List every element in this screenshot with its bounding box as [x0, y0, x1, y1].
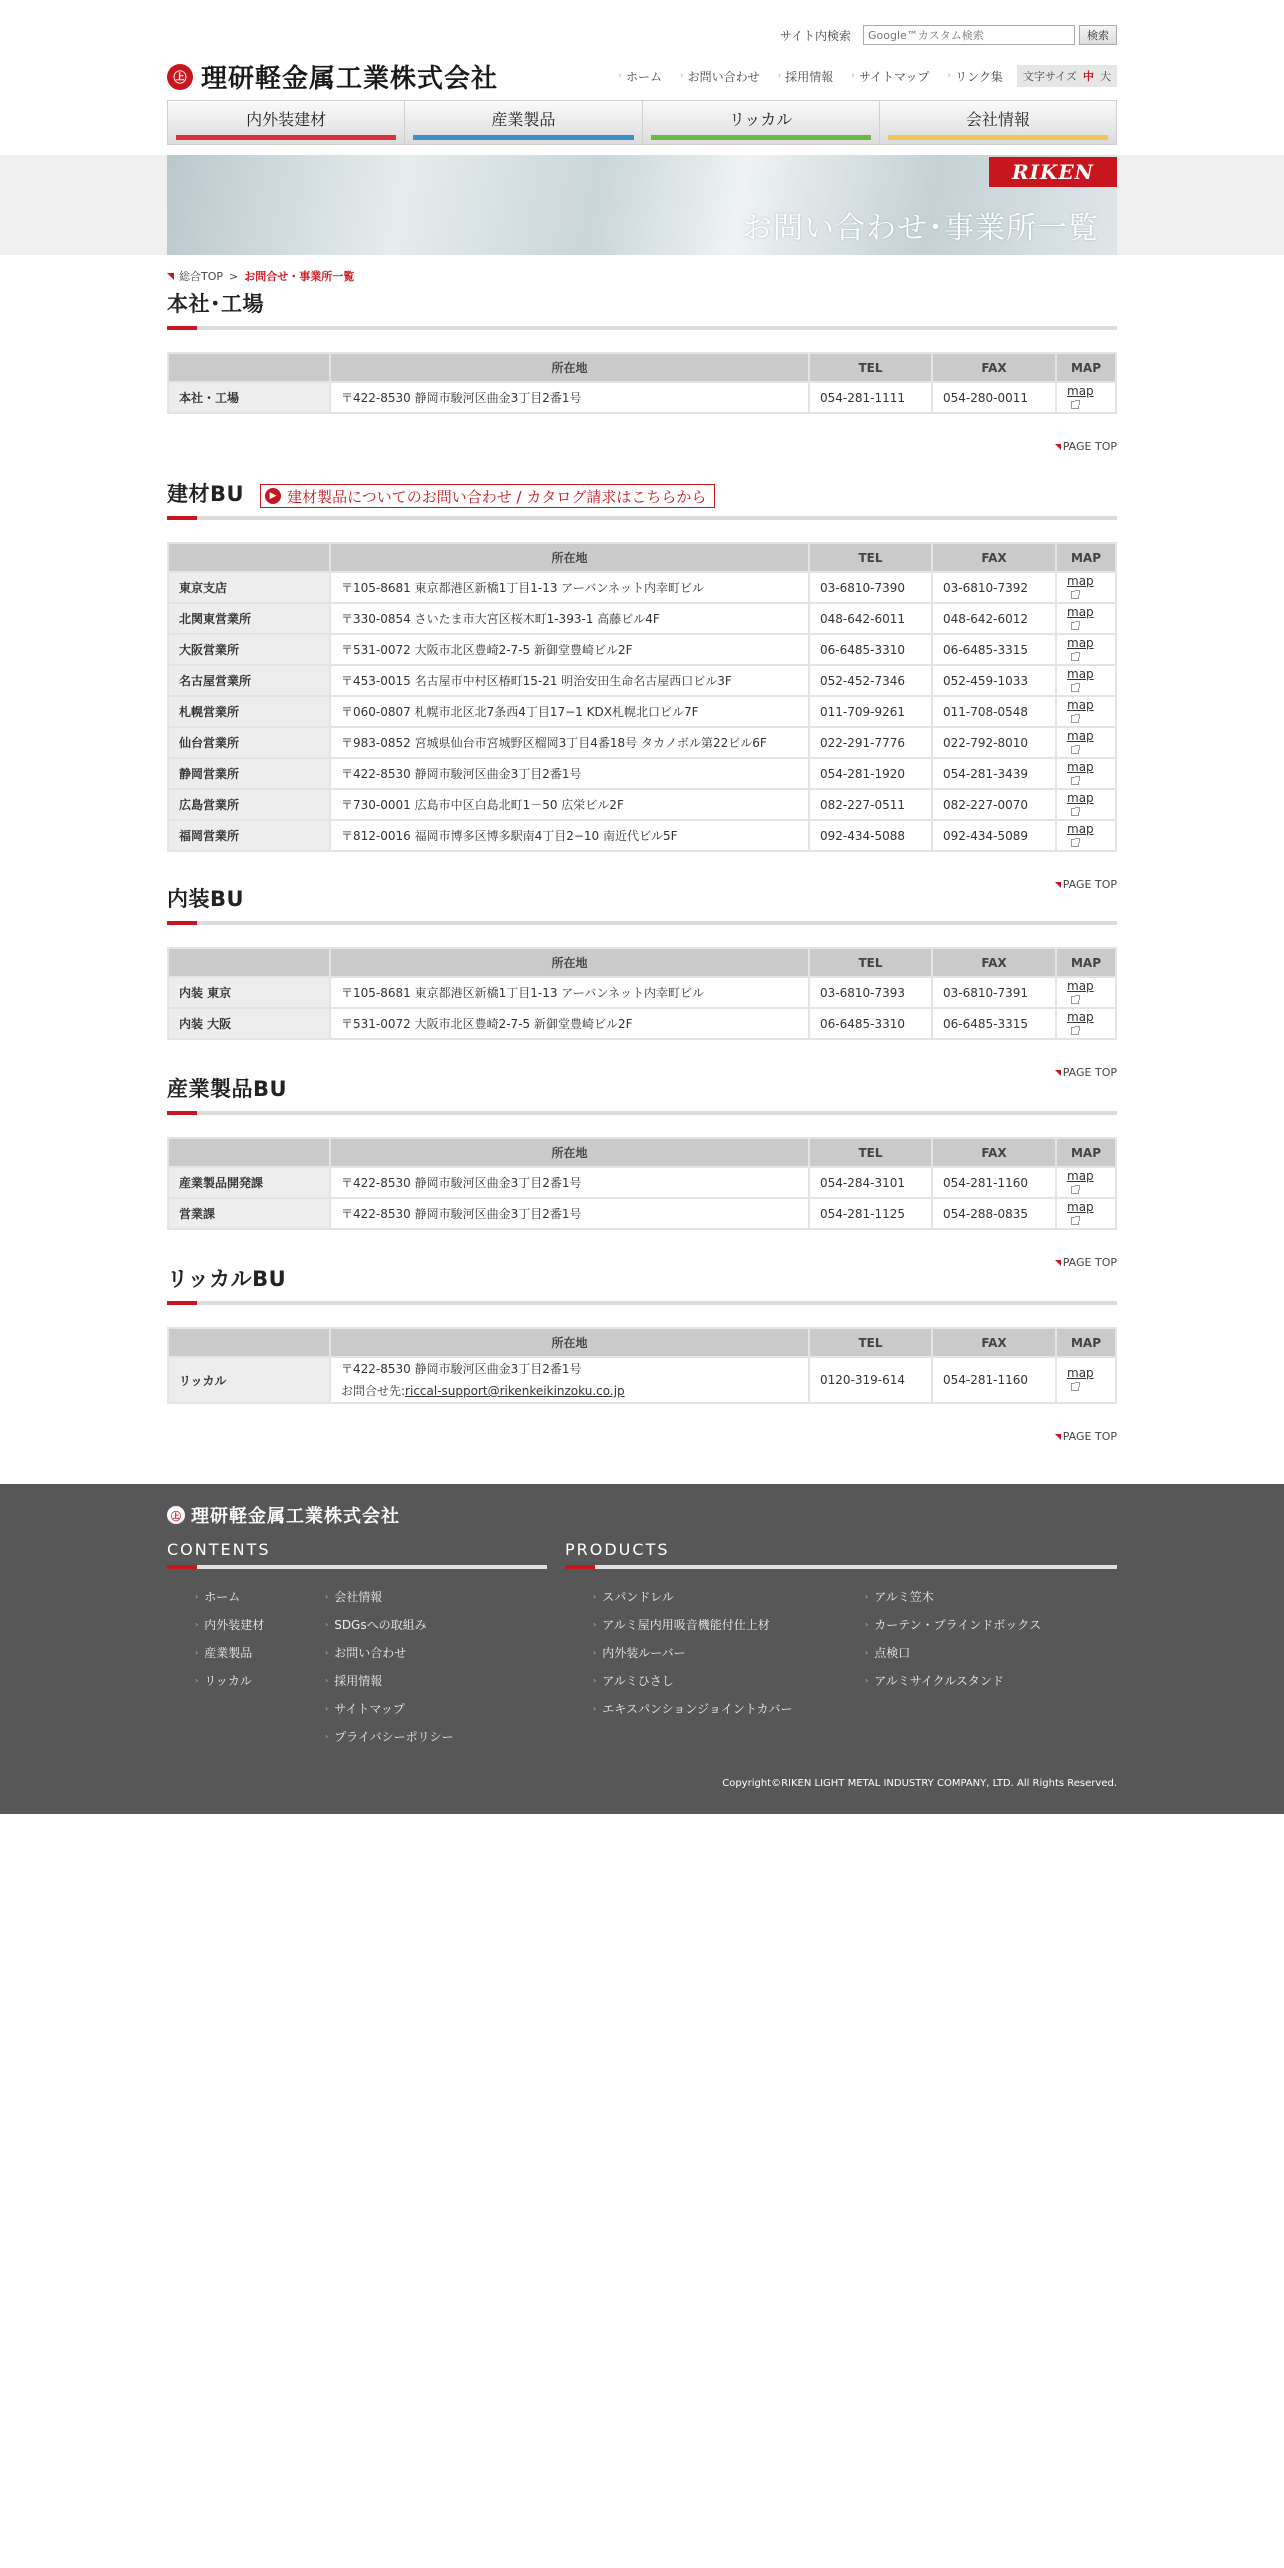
table-row	[168, 572, 1116, 603]
office-fax: 06-6485-3315	[932, 634, 1056, 665]
arrow-icon: ›	[325, 1703, 329, 1713]
external-link-icon	[1071, 1383, 1079, 1391]
map-cell	[1056, 1008, 1116, 1039]
search-input[interactable]	[863, 25, 1075, 45]
map-link[interactable]: map	[1067, 1168, 1094, 1183]
page-top-link[interactable]: PAGE TOP	[167, 1066, 1117, 1079]
section-rule	[167, 1301, 1117, 1305]
footer-products-list-1	[593, 1582, 793, 1722]
table-row	[168, 1198, 1116, 1229]
arrow-icon: ›	[865, 1619, 869, 1629]
office-table	[167, 1137, 1117, 1230]
footer-link[interactable]: › スパンドレル	[593, 1589, 674, 1604]
table-header-row	[168, 1328, 1116, 1357]
global-nav	[167, 100, 1117, 145]
col-header-tel: TEL	[809, 353, 932, 382]
col-header-name	[168, 353, 330, 382]
map-link[interactable]: map	[1067, 1199, 1094, 1214]
office-tel: 092-434-5088	[809, 820, 932, 851]
section-kenzai-bu	[167, 480, 1117, 891]
map-link[interactable]: map	[1067, 604, 1094, 619]
section-naisou-bu	[167, 885, 1117, 1079]
footer-link[interactable]: › お問い合わせ	[325, 1645, 407, 1660]
office-fax: 054-281-3439	[932, 758, 1056, 789]
table-row	[168, 1008, 1116, 1039]
site-footer	[0, 1484, 1284, 1814]
table-row	[168, 977, 1116, 1008]
footer-link[interactable]: › 採用情報	[325, 1673, 383, 1688]
font-size-large-button[interactable]: 大	[1100, 70, 1111, 83]
external-link-icon	[1071, 1027, 1079, 1035]
office-name: 東京支店	[168, 572, 330, 603]
external-link-icon	[1071, 996, 1079, 1004]
office-address: 〒983-0852 宮城県仙台市宮城野区榴岡3丁目4番18号 タカノボル第22ビル6F	[330, 727, 809, 758]
page-top-link[interactable]: PAGE TOP	[167, 878, 1117, 891]
footer-products-title: PRODUCTS	[565, 1540, 670, 1559]
office-address: 〒060-0807 札幌市北区北7条西4丁目17−1 KDX札幌北口ビル7F	[330, 696, 809, 727]
footer-link[interactable]: › エキスパンションジョイントカバー	[593, 1701, 793, 1716]
office-address: 〒422-8530 静岡市駿河区曲金3丁目2番1号	[330, 758, 809, 789]
footer-link[interactable]: › プライバシーポリシー	[325, 1729, 454, 1744]
arrow-icon: ›	[593, 1703, 597, 1713]
section-heading	[167, 480, 1117, 520]
office-name: リッカル	[168, 1357, 330, 1403]
arrow-icon: ›	[325, 1731, 329, 1741]
office-address: 〒730-0001 広島市中区白島北町1－50 広栄ビル2F	[330, 789, 809, 820]
map-cell	[1056, 977, 1116, 1008]
play-arrow-icon: ▶	[265, 488, 281, 504]
external-link-icon	[1071, 591, 1079, 599]
site-search	[780, 25, 1117, 45]
office-tel: 03-6810-7393	[809, 977, 932, 1008]
search-button[interactable]: 検索	[1079, 25, 1117, 45]
office-name: 静岡営業所	[168, 758, 330, 789]
map-link[interactable]: map	[1067, 978, 1094, 993]
arrow-icon: ›	[195, 1619, 199, 1629]
gnav-item-company[interactable]: 会社情報	[880, 101, 1116, 144]
office-tel: 06-6485-3310	[809, 634, 932, 665]
office-fax: 06-6485-3315	[932, 1008, 1056, 1039]
col-header-fax: FAX	[932, 1138, 1056, 1167]
col-header-address: 所在地	[330, 543, 809, 572]
footer-link[interactable]: › アルミ屋内用吸音機能付仕上材	[593, 1617, 770, 1632]
external-link-icon	[1071, 746, 1079, 754]
footer-link[interactable]: › 内外装建材	[195, 1617, 265, 1632]
footer-link[interactable]: › 点検口	[865, 1645, 911, 1660]
copyright: Copyright©RIKEN LIGHT METAL INDUSTRY COMPANY, LTD. All Rights Reserved.	[722, 1778, 1117, 1789]
section-heading	[167, 290, 1117, 330]
office-tel: 052-452-7346	[809, 665, 932, 696]
map-link[interactable]: map	[1067, 1366, 1094, 1380]
office-tel: 06-6485-3310	[809, 1008, 932, 1039]
page-top-marker-icon	[1055, 1434, 1061, 1440]
external-link-icon	[1071, 808, 1079, 816]
utility-nav	[600, 65, 1117, 87]
arrow-icon: ›	[325, 1619, 329, 1629]
office-tel: 054-281-1920	[809, 758, 932, 789]
arrow-icon: ›	[195, 1647, 199, 1657]
util-link-links[interactable]: › リンク集	[947, 69, 1003, 84]
col-header-address: 所在地	[330, 948, 809, 977]
contact-label: お問合せ先:	[341, 1384, 406, 1398]
arrow-icon: ›	[593, 1591, 597, 1601]
col-header-fax: FAX	[932, 543, 1056, 572]
table-header-row	[168, 948, 1116, 977]
arrow-icon: ›	[325, 1675, 329, 1685]
table-row	[168, 1167, 1116, 1198]
table-header-row	[168, 353, 1116, 382]
map-cell	[1056, 1198, 1116, 1229]
external-link-icon	[1071, 684, 1079, 692]
external-link-icon	[1071, 1217, 1079, 1225]
map-link[interactable]: map	[1067, 759, 1094, 774]
footer-link[interactable]: › アルミひさし	[593, 1673, 674, 1688]
footer-link[interactable]: › アルミサイクルスタンド	[865, 1673, 1004, 1688]
arrow-icon: ›	[593, 1647, 597, 1657]
table-row	[168, 382, 1116, 413]
map-link[interactable]: map	[1067, 821, 1094, 836]
col-header-name	[168, 1138, 330, 1167]
col-header-tel: TEL	[809, 1138, 932, 1167]
external-link-icon	[1071, 622, 1079, 630]
col-header-map: MAP	[1056, 543, 1116, 572]
office-address: 〒453-0015 名古屋市中村区椿町15-21 明治安田生命名古屋西口ビル3F	[330, 665, 809, 696]
office-name: 内装 大阪	[168, 1008, 330, 1039]
arrow-icon: ›	[865, 1591, 869, 1601]
col-header-map: MAP	[1056, 353, 1116, 382]
office-address: 〒330-0854 さいたま市大宮区桜木町1-393-1 高藤ビル4F	[330, 603, 809, 634]
office-fax: 022-792-8010	[932, 727, 1056, 758]
office-fax: 03-6810-7391	[932, 977, 1056, 1008]
footer-company-name: 理研軽金属工業株式会社	[191, 1506, 400, 1527]
section-title: 建材BU	[167, 482, 245, 506]
section-head-office	[167, 290, 1117, 453]
arrow-icon: ›	[865, 1647, 869, 1657]
footer-link[interactable]: › アルミ笠木	[865, 1589, 934, 1604]
col-header-name	[168, 1328, 330, 1357]
office-name: 名古屋営業所	[168, 665, 330, 696]
site-header	[167, 0, 1117, 155]
logo-mark-icon: ㊤	[167, 1506, 185, 1524]
map-cell	[1056, 820, 1116, 851]
office-fax: 052-459-1033	[932, 665, 1056, 696]
contact-line	[341, 1380, 798, 1402]
external-link-icon	[1071, 715, 1079, 723]
table-row	[168, 1357, 1116, 1403]
footer-contents-list-1	[195, 1582, 264, 1694]
section-rule	[167, 921, 1117, 925]
office-fax: 011-708-0548	[932, 696, 1056, 727]
breadcrumb	[167, 268, 354, 284]
office-name: 営業課	[168, 1198, 330, 1229]
footer-section-rule	[565, 1565, 1117, 1569]
col-header-address: 所在地	[330, 1138, 809, 1167]
footer-contents-column	[167, 1540, 547, 1569]
map-link[interactable]: map	[1067, 1009, 1094, 1024]
office-tel: 048-642-6011	[809, 603, 932, 634]
table-row	[168, 665, 1116, 696]
office-name: 広島営業所	[168, 789, 330, 820]
footer-inner	[167, 1484, 1117, 1814]
table-row	[168, 758, 1116, 789]
section-title: 産業製品BU	[167, 1077, 288, 1101]
logo-mark-icon: ㊤	[167, 64, 193, 90]
font-size-medium-button[interactable]: 中	[1083, 70, 1094, 83]
gnav-color-bar	[176, 135, 396, 140]
col-header-name	[168, 948, 330, 977]
office-tel: 011-709-9261	[809, 696, 932, 727]
table-row	[168, 820, 1116, 851]
footer-contents-list-2	[325, 1582, 454, 1750]
hero-banner	[167, 155, 1117, 255]
office-address: 〒531-0072 大阪市北区豊崎2-7-5 新御堂豊崎ビル2F	[330, 1008, 809, 1039]
table-row	[168, 789, 1116, 820]
external-link-icon	[1071, 401, 1079, 409]
office-address: 〒422-8530 静岡市駿河区曲金3丁目2番1号	[330, 1198, 809, 1229]
section-rule	[167, 1111, 1117, 1115]
office-name: 産業製品開発課	[168, 1167, 330, 1198]
footer-link[interactable]: › ホーム	[195, 1589, 241, 1604]
arrow-icon: ›	[195, 1675, 199, 1685]
map-link[interactable]: map	[1067, 383, 1094, 398]
footer-link[interactable]: › 産業製品	[195, 1645, 253, 1660]
col-header-tel: TEL	[809, 543, 932, 572]
map-cell	[1056, 665, 1116, 696]
office-tel: 0120-319-614	[809, 1357, 932, 1403]
riken-badge: RIKEN	[989, 157, 1117, 187]
gnav-item-building-materials[interactable]: 内外装建材	[168, 101, 405, 144]
office-name: 大阪営業所	[168, 634, 330, 665]
footer-link[interactable]: › リッカル	[195, 1673, 252, 1688]
external-link-icon	[1071, 839, 1079, 847]
gnav-item-riccal[interactable]: リッカル	[643, 101, 880, 144]
page-top-marker-icon	[1055, 444, 1061, 450]
breadcrumb-home-link[interactable]: 総合TOP	[179, 270, 224, 283]
office-tel: 054-284-3101	[809, 1167, 932, 1198]
col-header-name	[168, 543, 330, 572]
office-name: 北関東営業所	[168, 603, 330, 634]
map-cell	[1056, 1167, 1116, 1198]
section-sangyo-bu	[167, 1075, 1117, 1269]
font-size-label: 文字サイズ	[1022, 70, 1077, 83]
table-header-row	[168, 1138, 1116, 1167]
map-cell	[1056, 382, 1116, 413]
util-link-recruit[interactable]: › 採用情報	[777, 69, 834, 84]
office-name: 内装 東京	[168, 977, 330, 1008]
office-address: 〒105-8681 東京都港区新橋1丁目1-13 アーバンネット内幸町ビル	[330, 977, 809, 1008]
gnav-color-bar	[888, 135, 1108, 140]
external-link-icon	[1071, 653, 1079, 661]
office-tel: 03-6810-7390	[809, 572, 932, 603]
table-header-row	[168, 543, 1116, 572]
footer-products-list-2	[865, 1582, 1041, 1694]
section-title: 内装BU	[167, 887, 245, 911]
map-link[interactable]: map	[1067, 573, 1094, 588]
footer-section-rule	[167, 1565, 547, 1569]
arrow-icon: ›	[851, 71, 855, 81]
map-link[interactable]: map	[1067, 728, 1094, 743]
office-fax: 054-280-0011	[932, 382, 1056, 413]
office-address: 〒105-8681 東京都港区新橋1丁目1-13 アーバンネット内幸町ビル	[330, 572, 809, 603]
map-cell	[1056, 758, 1116, 789]
search-label: サイト内検索	[779, 28, 851, 43]
table-row	[168, 634, 1116, 665]
section-riccal-bu	[167, 1265, 1117, 1443]
section-title: リッカルBU	[167, 1267, 287, 1291]
office-fax: 092-434-5089	[932, 820, 1056, 851]
footer-link[interactable]: › 内外装ルーバー	[593, 1645, 686, 1660]
table-row	[168, 696, 1116, 727]
section-rule	[167, 516, 1117, 520]
company-logo[interactable]	[167, 58, 498, 95]
map-link[interactable]: map	[1067, 635, 1094, 650]
map-link[interactable]: map	[1067, 666, 1094, 681]
office-fax: 054-281-1160	[932, 1167, 1056, 1198]
office-fax: 054-288-0835	[932, 1198, 1056, 1229]
company-name: 理研軽金属工業株式会社	[201, 64, 499, 94]
col-header-tel: TEL	[809, 948, 932, 977]
col-header-tel: TEL	[809, 1328, 932, 1357]
page-top-link[interactable]: PAGE TOP	[167, 1430, 1117, 1443]
footer-products-column	[565, 1540, 1117, 1569]
page-top-link[interactable]: PAGE TOP	[167, 440, 1117, 453]
gnav-color-bar	[413, 135, 633, 140]
arrow-icon: ›	[679, 71, 684, 81]
arrow-icon: ›	[777, 71, 782, 81]
col-header-fax: FAX	[932, 1328, 1056, 1357]
office-fax: 082-227-0070	[932, 789, 1056, 820]
office-table	[167, 1327, 1117, 1404]
section-heading	[167, 1265, 1117, 1305]
gnav-color-bar	[651, 135, 871, 140]
catalog-request-link[interactable]: ▶ 建材製品についてのお問い合わせ / カタログ請求はこちらから	[260, 484, 715, 508]
footer-link[interactable]: › SDGsへの取組み	[325, 1617, 427, 1632]
office-address: 〒422-8530 静岡市駿河区曲金3丁目2番1号	[330, 382, 809, 413]
office-tel: 022-291-7776	[809, 727, 932, 758]
office-tel: 054-281-1111	[809, 382, 932, 413]
footer-link[interactable]: › 会社情報	[325, 1589, 383, 1604]
map-link[interactable]: map	[1067, 790, 1094, 805]
gnav-item-industrial-products[interactable]: 産業製品	[405, 101, 642, 144]
office-name: 仙台営業所	[168, 727, 330, 758]
col-header-fax: FAX	[932, 353, 1056, 382]
map-cell	[1056, 1357, 1116, 1403]
footer-link[interactable]: › カーテン・ブラインドボックス	[865, 1617, 1042, 1632]
office-tel: 082-227-0511	[809, 789, 932, 820]
col-header-map: MAP	[1056, 948, 1116, 977]
footer-logo[interactable]	[167, 1502, 400, 1528]
arrow-icon: ›	[195, 1591, 199, 1601]
office-table	[167, 352, 1117, 414]
arrow-icon: ›	[865, 1675, 869, 1685]
office-name: 本社・工場	[168, 382, 330, 413]
section-rule	[167, 326, 1117, 330]
page-title: お問い合わせ･事業所一覧	[742, 211, 1099, 246]
map-cell	[1056, 572, 1116, 603]
breadcrumb-marker-icon	[167, 273, 174, 280]
arrow-icon: ›	[618, 71, 622, 81]
office-address-cell	[330, 1357, 809, 1403]
map-link[interactable]: map	[1067, 697, 1094, 712]
contact-email-link[interactable]: riccal-support@rikenkeikinzoku.co.jp	[405, 1384, 625, 1398]
arrow-icon: ›	[593, 1675, 597, 1685]
external-link-icon	[1071, 777, 1079, 785]
map-cell	[1056, 727, 1116, 758]
util-link-sitemap[interactable]: › サイトマップ	[851, 69, 930, 84]
map-cell	[1056, 696, 1116, 727]
table-row	[168, 603, 1116, 634]
office-address: 〒531-0072 大阪市北区豊崎2-7-5 新御堂豊崎ビル2F	[330, 634, 809, 665]
office-table	[167, 542, 1117, 852]
map-cell	[1056, 789, 1116, 820]
arrow-icon: ›	[947, 71, 952, 81]
office-address: 〒812-0016 福岡市博多区博多駅南4丁目2−10 南近代ビル5F	[330, 820, 809, 851]
arrow-icon: ›	[325, 1647, 329, 1657]
col-header-address: 所在地	[330, 353, 809, 382]
col-header-map: MAP	[1056, 1328, 1116, 1357]
office-table	[167, 947, 1117, 1040]
map-cell	[1056, 634, 1116, 665]
font-size-switcher	[1017, 65, 1117, 87]
office-tel: 054-281-1125	[809, 1198, 932, 1229]
arrow-icon: ›	[593, 1619, 597, 1629]
section-heading	[167, 885, 1117, 925]
table-row	[168, 727, 1116, 758]
external-link-icon	[1071, 1186, 1079, 1194]
office-fax: 054-281-1160	[932, 1357, 1056, 1403]
page-top-link[interactable]: PAGE TOP	[167, 1256, 1117, 1269]
office-name: 札幌営業所	[168, 696, 330, 727]
section-title: 本社･工場	[167, 292, 264, 316]
breadcrumb-separator: >	[229, 269, 239, 283]
arrow-icon: ›	[325, 1591, 329, 1601]
office-fax: 048-642-6012	[932, 603, 1056, 634]
office-name: 福岡営業所	[168, 820, 330, 851]
col-header-address: 所在地	[330, 1328, 809, 1357]
footer-contents-title: CONTENTS	[167, 1540, 271, 1559]
util-link-contact[interactable]: › お問い合わせ	[679, 69, 760, 84]
col-header-fax: FAX	[932, 948, 1056, 977]
office-address: 〒422-8530 静岡市駿河区曲金3丁目2番1号	[341, 1362, 582, 1376]
section-heading	[167, 1075, 1117, 1115]
breadcrumb-current: お問合せ・事業所一覧	[244, 270, 355, 283]
office-fax: 03-6810-7392	[932, 572, 1056, 603]
col-header-map: MAP	[1056, 1138, 1116, 1167]
hero-band	[0, 155, 1284, 255]
footer-link[interactable]: › サイトマップ	[325, 1701, 405, 1716]
util-link-home[interactable]: › ホーム	[618, 69, 662, 84]
map-cell	[1056, 603, 1116, 634]
office-address: 〒422-8530 静岡市駿河区曲金3丁目2番1号	[330, 1167, 809, 1198]
